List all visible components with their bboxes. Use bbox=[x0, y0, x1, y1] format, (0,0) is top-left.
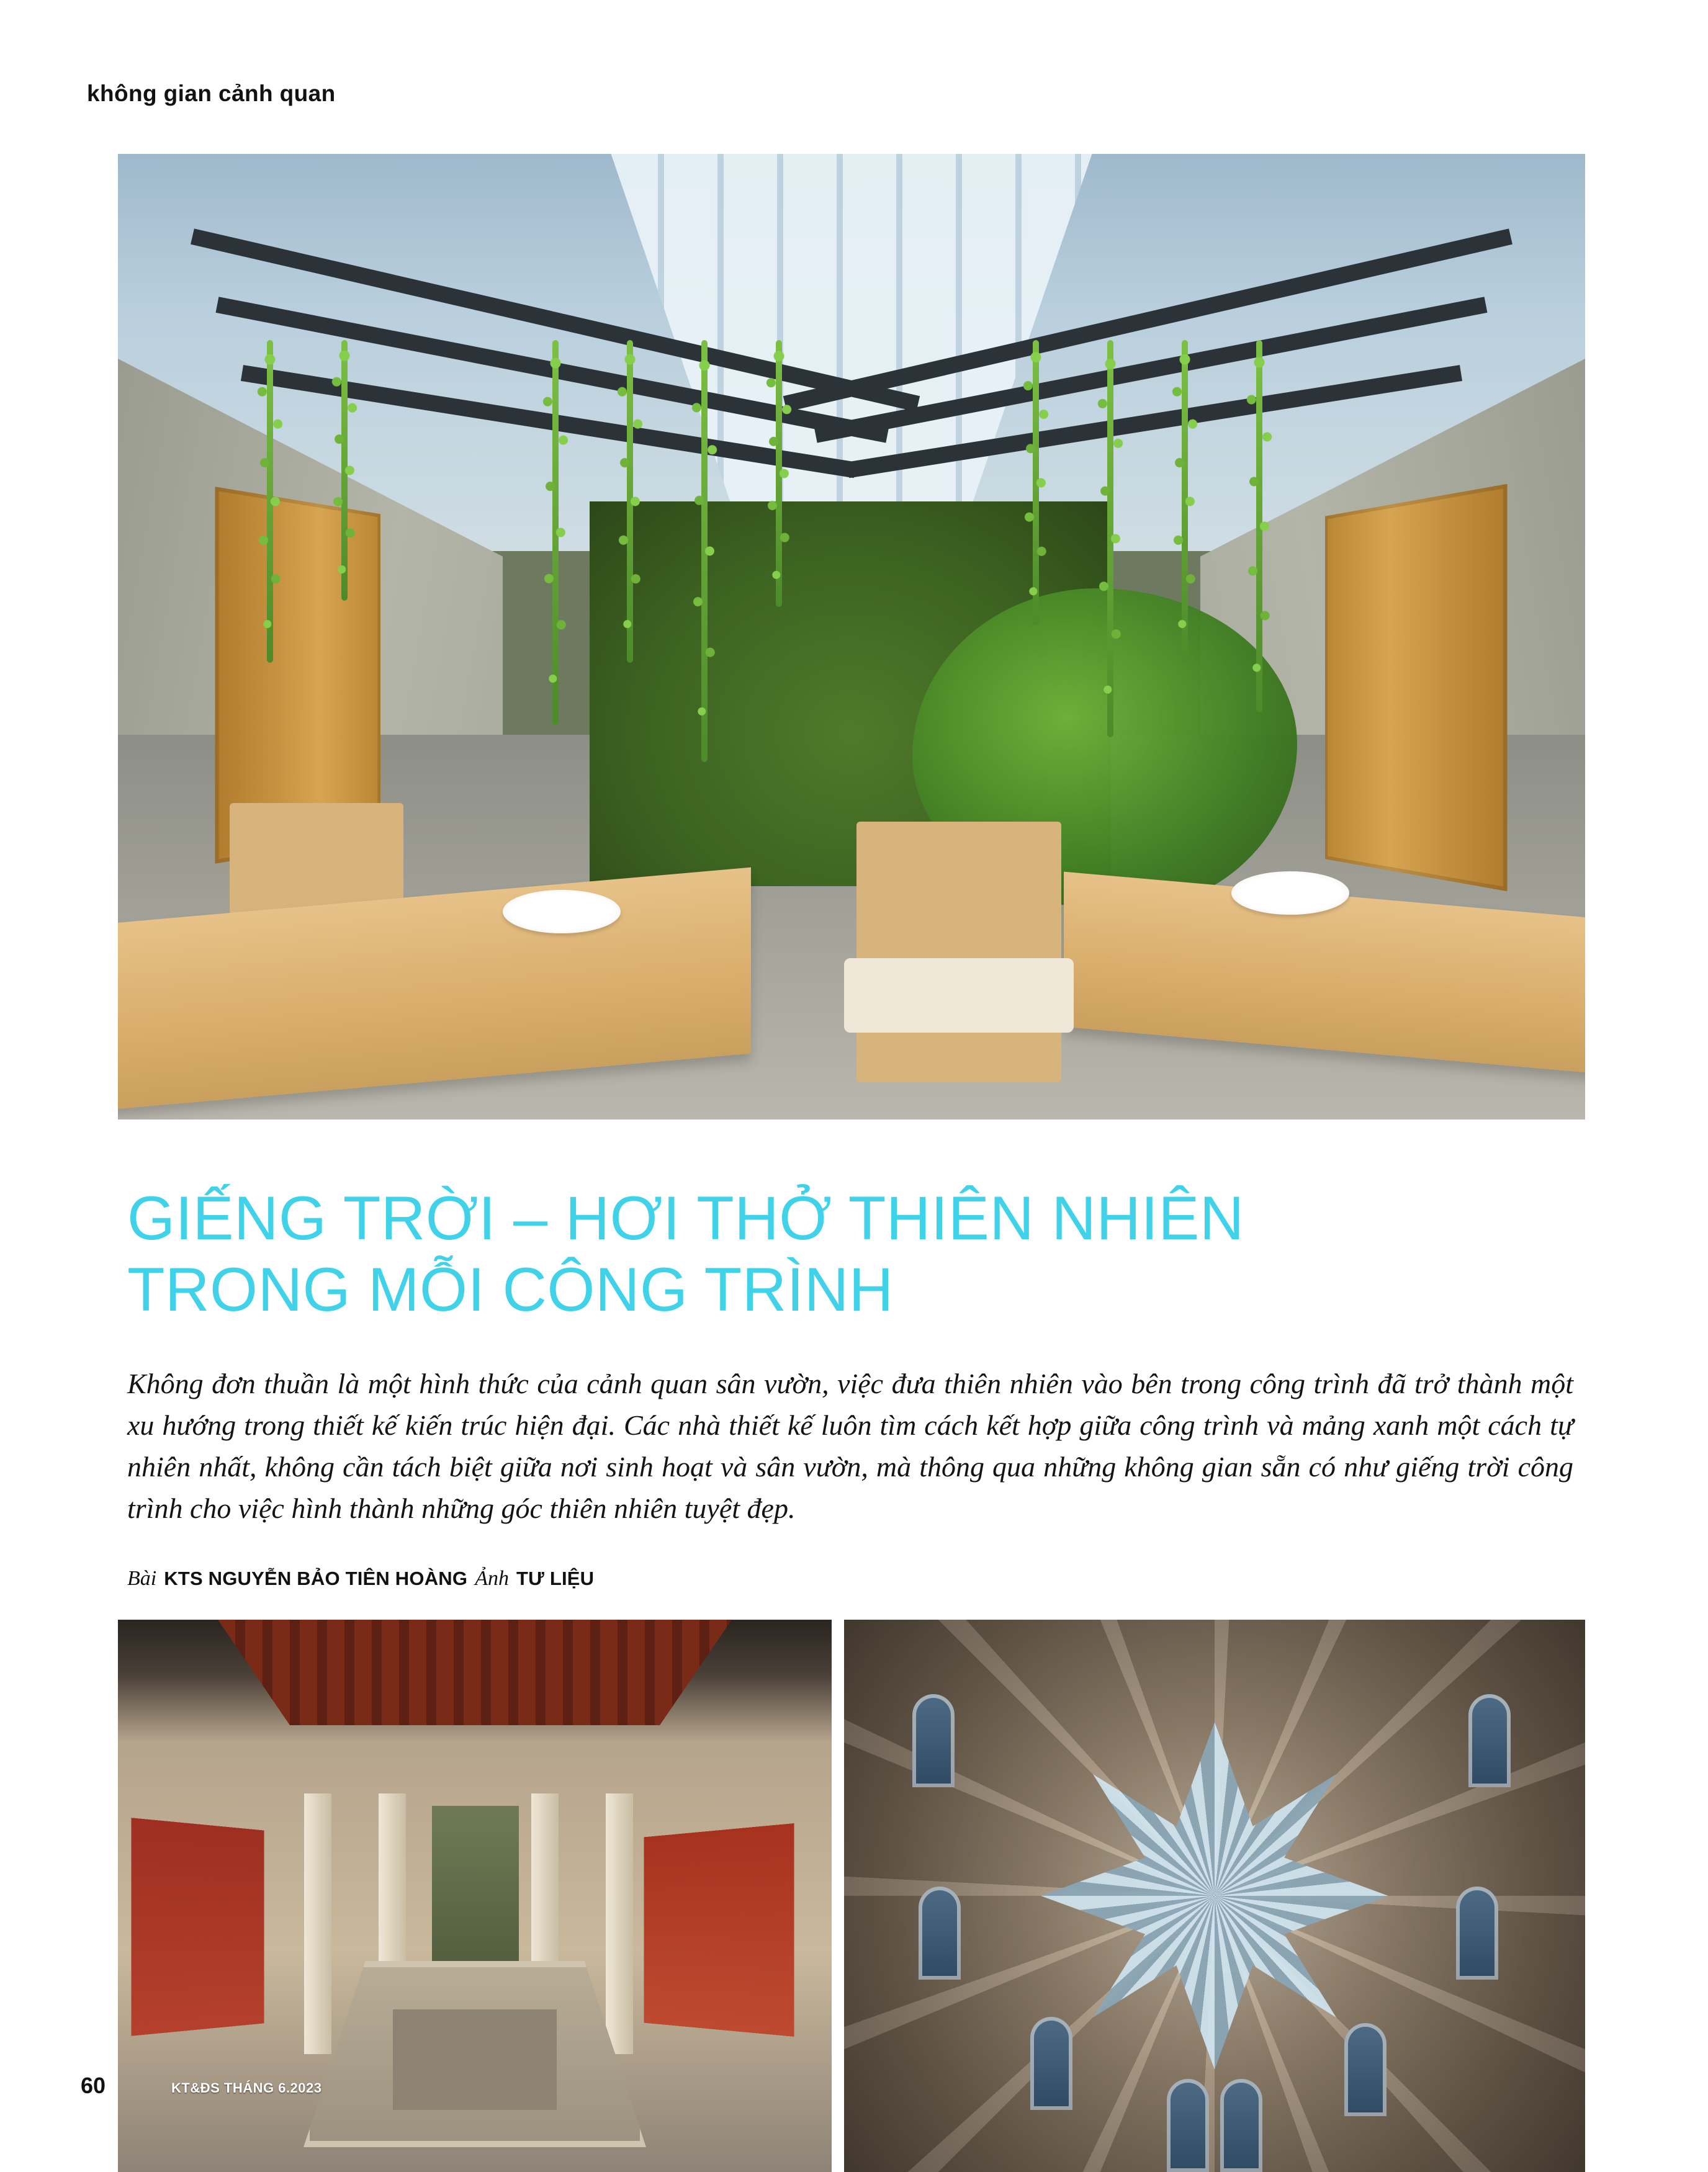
hanging-vine bbox=[1033, 340, 1039, 626]
fresco-wall-right bbox=[644, 1823, 794, 2037]
hanging-vine bbox=[341, 340, 348, 601]
stained-glass-window bbox=[919, 1887, 961, 1980]
stained-glass-window bbox=[912, 1694, 955, 1787]
atrium-column bbox=[304, 1793, 331, 2054]
stained-glass-window bbox=[1468, 1694, 1511, 1787]
hanging-vine bbox=[1107, 340, 1113, 737]
bottom-right-image bbox=[844, 1620, 1585, 2172]
hanging-vine bbox=[267, 340, 273, 663]
issue-line: KT&ĐS THÁNG 6.2023 bbox=[171, 2080, 322, 2096]
hanging-vine bbox=[776, 340, 782, 607]
hanging-vine bbox=[552, 340, 559, 725]
hero-image bbox=[118, 154, 1585, 1120]
article-headline bbox=[127, 1183, 1555, 1326]
byline-author: KTS NGUYỄN BẢO TIÊN HOÀNG bbox=[164, 1568, 468, 1589]
page-number: 60 bbox=[81, 2073, 106, 2098]
hanging-vine bbox=[627, 340, 633, 663]
byline bbox=[127, 1567, 594, 1591]
atrium-column bbox=[606, 1793, 633, 2054]
stained-glass-window bbox=[1456, 1887, 1498, 1980]
stained-glass-window bbox=[1030, 2017, 1072, 2110]
hero-chair-center bbox=[856, 822, 1061, 1082]
headline-line-1: GIẾNG TRỜI – HƠI THỞ THIÊN NHIÊN bbox=[127, 1183, 1244, 1253]
hero-plate-left bbox=[503, 890, 621, 933]
star-lantern-skylight bbox=[1041, 1722, 1388, 2070]
stained-glass-window bbox=[1167, 2079, 1209, 2172]
byline-text-label: Bài bbox=[127, 1567, 157, 1590]
hanging-vine bbox=[1182, 340, 1188, 663]
stained-glass-window bbox=[1220, 2079, 1262, 2172]
hero-chair-left bbox=[230, 803, 403, 915]
running-head: không gian cảnh quan bbox=[87, 81, 336, 106]
byline-photo-label: Ảnh bbox=[475, 1567, 509, 1590]
hanging-vine bbox=[701, 340, 708, 762]
hero-chair-seat bbox=[844, 958, 1074, 1033]
headline-line-2: TRONG MỖI CÔNG TRÌNH bbox=[127, 1255, 894, 1324]
fresco-wall-left bbox=[131, 1818, 264, 2036]
byline-photo-credit: TƯ LIỆU bbox=[516, 1568, 595, 1589]
hanging-vine bbox=[1256, 340, 1262, 712]
article-standfirst: Không đơn thuần là một hình thức của cảnh quan sân vườn, việc đưa thiên nhiên vào bên trong công trình đã trở thành một xu hướng trong thiết kế kiến trúc hiện đại. Các nhà thiết kế luôn tìm cách kết hợp giữa công trình và mảng xanh một cách tự nhiên nhất, không cần tách biệt giữa nơi sinh hoạt và sân vườn, mà thông qua những không gian sẵn có như giếng trời công trình cho việc hình thành những góc thiên nhiên tuyệt đẹp. bbox=[127, 1368, 1573, 1525]
hero-plate-right bbox=[1231, 871, 1349, 915]
roman-atrium-roof bbox=[218, 1620, 732, 1725]
hero-door-right bbox=[1325, 484, 1508, 892]
stained-glass-window bbox=[1344, 2023, 1387, 2116]
